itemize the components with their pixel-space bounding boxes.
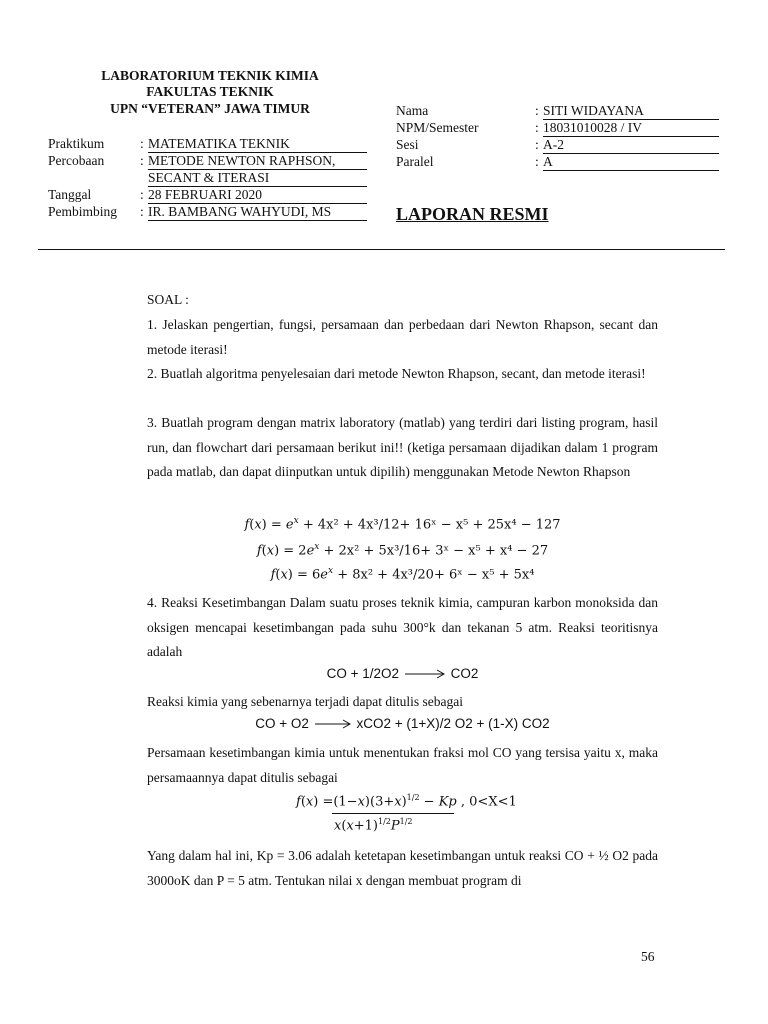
- colon: :: [535, 137, 539, 152]
- percobaan-value: METODE NEWTON RAPHSON,: [148, 153, 367, 170]
- colon: :: [140, 136, 144, 151]
- reaction-2-right: xCO2 + (1+X)/2 O2 + (1-X) CO2: [356, 716, 550, 731]
- equation-3-tail: + 8x² + 4x³/20+ 6ˣ − x⁵ + 5x⁴: [333, 567, 535, 583]
- equation-2: $f(x) = 2e^x + 2x^2 + 5x^3/16+$ 3ˣ − x⁵ + x⁴ − 27: [256, 542, 549, 559]
- npm-semester-label: NPM/Semester: [396, 120, 479, 135]
- reaction-1: [147, 666, 658, 681]
- header-divider: [38, 249, 725, 250]
- colon: :: [535, 154, 539, 169]
- reaction-2: [147, 716, 658, 731]
- reaction-1-right: CO2: [450, 666, 479, 681]
- percobaan-value-cont: SECANT & ITERASI: [148, 170, 367, 187]
- colon: :: [535, 103, 539, 118]
- institution-line-1: LABORATORIUM TEKNIK KIMIA: [101, 68, 319, 83]
- colon: :: [140, 204, 144, 219]
- question-3: 3. Buatlah program dengan matrix laboratory (matlab) yang terdiri dari listing program, hasil run, dan flowchart dari persamaan berikut ini!! (ketiga persamaan dijadikan dalam 1 program pada matlab, dan dapat diinputkan untuk dipilih) menggunakan Metode Newton Rhapson: [147, 415, 658, 479]
- fraction-bar: [332, 813, 454, 814]
- tanggal-label: Tanggal: [48, 187, 92, 202]
- tanggal-value: 28 FEBRUARI 2020: [148, 187, 367, 204]
- closing-text: Yang dalam hal ini, Kp = 3.06 adalah ketetapan kesetimbangan untuk reaksi CO + ½ O2 pada 3000oK dan P = 5 atm. Tentukan nilai x dengan membuat program di: [147, 848, 658, 888]
- equation-2-tail: + 2x² + 5x³/16+ 3ˣ − x⁵ + x⁴ − 27: [319, 543, 549, 559]
- institution-line-2: FAKULTAS TEKNIK: [146, 84, 274, 99]
- equilibrium-text: Persamaan kesetimbangan kimia untuk menentukan fraksi mol CO yang tersisa yaitu x, maka persamaannya dapat ditulis sebagai: [147, 745, 658, 785]
- report-title: LAPORAN RESMI: [396, 204, 549, 224]
- nama-label: Nama: [396, 103, 429, 118]
- reaction-2-left: CO + O2: [255, 716, 309, 731]
- soal-heading: SOAL :: [147, 292, 189, 307]
- institution-line-3: UPN “VETERAN” JAWA TIMUR: [110, 101, 310, 116]
- paralel-label: Paralel: [396, 154, 434, 169]
- page-number: 56: [641, 949, 655, 964]
- paralel-value: A: [543, 154, 719, 171]
- reaction-1-left: CO + 1/2O2: [326, 666, 400, 681]
- sesi-label: Sesi: [396, 137, 419, 152]
- praktikum-label: Praktikum: [48, 136, 105, 151]
- question-1: 1. Jelaskan pengertian, fungsi, persamaan dan perbedaan dari Newton Rhapson, secant dan metode iterasi!: [147, 317, 658, 357]
- pembimbing-label: Pembimbing: [48, 204, 118, 219]
- colon: :: [535, 120, 539, 135]
- sesi-value: A-2: [543, 137, 719, 154]
- arrow-right-icon: [403, 669, 447, 679]
- npm-semester-value: 18031010028 / IV: [543, 120, 719, 137]
- equation-3: $f(x) = 6e^x + 8x^2 + 4x^3/20+$ 6ˣ − x⁵ + 5x⁴: [270, 566, 535, 583]
- colon: :: [140, 187, 144, 202]
- equilibrium-equation: $f(x) =(1-x)(3+x)^{1/2} - Kp$ , 0<X<1 $x(x+1)^{1/2}P^{1/2}$: [296, 793, 517, 834]
- colon: :: [140, 153, 144, 168]
- equation-domain: , 0<X<1: [460, 794, 517, 810]
- fraction-denominator: $x(x+1)^{1/2}P^{1/2}$: [334, 817, 413, 834]
- question-2: 2. Buatlah algoritma penyelesaian dari metode Newton Rhapson, secant, dan metode iterasi!: [147, 366, 646, 381]
- question-4: 4. Reaksi Kesetimbangan Dalam suatu proses teknik kimia, campuran karbon monoksida dan oksigen mencapai kesetimbangan pada suhu 300°k dan tekanan 5 atm. Reaksi teoritisnya adalah: [147, 595, 658, 659]
- equation-1: $f(x) = e^x + 4x^2 + 4x^3/12+$ 16ˣ − x⁵ + 25x⁴ − 127: [244, 516, 561, 533]
- arrow-right-icon: [313, 719, 353, 729]
- praktikum-value: MATEMATIKA TEKNIK: [148, 136, 367, 153]
- pembimbing-value: IR. BAMBANG WAHYUDI, MS: [148, 204, 367, 221]
- nama-value: SITI WIDAYANA: [543, 103, 719, 120]
- percobaan-label: Percobaan: [48, 153, 105, 168]
- actual-reaction-text: Reaksi kimia yang sebenarnya terjadi dapat ditulis sebagai: [147, 694, 464, 709]
- equation-1-tail: + 4x² + 4x³/12+ 16ˣ − x⁵ + 25x⁴ − 127: [298, 517, 561, 533]
